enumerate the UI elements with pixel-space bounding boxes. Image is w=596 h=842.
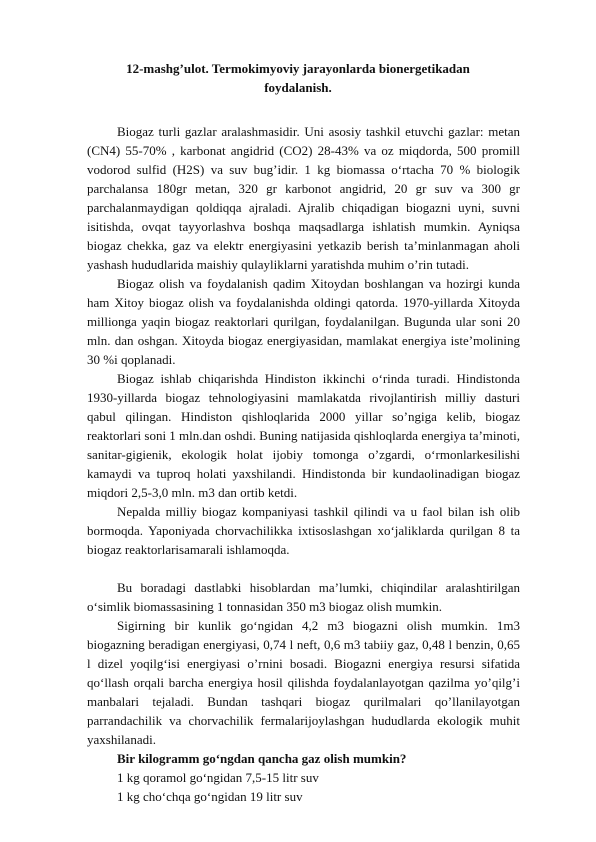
- paragraph-cow-manure: Sigirning bir kunlik go‘ngidan 4,2 m3 biogazni olish mumkin. 1m3 biogazning beradigan energiyasi, 0,74 l neft, 0,6 m3 tabiiy gaz, 0,48 l benzin, 0,65 l dizel yoqilg‘isi energiyasi o’rnini bosadi. Biogazni energiya resursi sifatida qo‘llash orqali barcha energiya hosil qilishda foydalanlayotgan qazilma yo’qilg’i manbalari tejaladi. Bundan tashqari biogaz qurilmalari qo’llanilayotgan parrandachilik va chorvachilik fermalarijoylashgan hududlarda ekologik muhit yaxshilanadi.: [87, 618, 520, 747]
- paragraph-spacer: [87, 559, 520, 578]
- paragraph-china: Biogaz olish va foydalanish qadim Xitoydan boshlangan va hozirgi kunda ham Xitoy biogaz olish va foydalanishda oldingi qatorda. 1970-yillarda Xitoyda millionga yaqin biogaz reaktorlari qurilgan, foydalanilgan. Bugunda ular soni 20 mln. dan oshgan. Xitoyda biogaz energiyasidan, mamlakat energiya iste’molining 30 %i qoplanadi.: [87, 276, 520, 367]
- paragraph-biogaz-composition: Biogaz turli gazlar aralashmasidir. Uni asosiy tashkil etuvchi gazlar: metan (CN4) 55-70% , karbonat angidrid (CO2) 28-43% va oz miqdorda, 500 promill vodorod sulfid (H2S) va suv bug’idir. 1 kg biomassa o‘rtacha 70 % biologik parchalansa 180gr metan, 320 gr karbonot angidrid, 20 gr suv va 300 gr parchalanmaydigan qoldiqqa ajraladi. Ajralib chiqadigan biogazni uyni, suvni isitishda, ovqat tayyorlashva boshqa maqsadlarga ishlatish mumkin. Ayniqsa biogaz chekka, gaz va elektr energiyasini yetkazib berish ta’minlanmagan aholi yashash hududlarida maishiy qulayliklarni yaratishda muhim o’rin tutadi.: [87, 124, 520, 272]
- document-body: [87, 122, 520, 806]
- answer-line-pig: 1 kg cho‘chqa go‘ngidan 19 litr suv: [117, 789, 303, 804]
- title-line-1: 12-mashg’ulot. Termokimyoviy jarayonlarda bionergetikadan: [126, 61, 470, 76]
- paragraph-india: Biogaz ishlab chiqarishda Hindiston ikkinchi o‘rinda turadi. Hindistonda 1930-yillarda biogaz tehnologiyasini mamlakatda rivojlantirish milliy dasturi qabul qilingan. Hindiston qishloqlarida 2000 yillar so’ngiga kelib, biogaz reaktorlari soni 1 mln.dan oshdi. Buning natijasida qishloqlarda energiya ta’minoti, sanitar-gigienik, ekologik holat ijobiy tomonga o’zgardi, o‘rmonlarkesilishi kamaydi va tuproq holati yaxshilandi. Hindistonda bir kundaolinadigan biogaz miqdori 2,5-3,0 mln. m3 dan ortib ketdi.: [87, 371, 521, 500]
- paragraph-calculations: Bu boradagi dastlabki hisoblardan ma’lumki, chiqindilar aralashtirilgan o‘simlik biomassasining 1 tonnasidan 350 m3 biogaz olish mumkin.: [87, 580, 520, 614]
- paragraph-nepal-japan: Nepalda milliy biogaz kompaniyasi tashkil qilindi va u faol bilan ish olib bormoqda. Yaponiyada chorvachilikka ixtisoslashgan xo‘jaliklarda qurilgan 8 ta biogaz reaktorlarisamarali ishlamoqda.: [87, 504, 520, 557]
- answer-line-cattle: 1 kg qoramol go‘ngidan 7,5-15 litr suv: [117, 770, 319, 785]
- page-title: [88, 59, 508, 97]
- title-line-2: foydalanish.: [264, 80, 332, 95]
- question-heading: Bir kilogramm go‘ngdan qancha gaz olish mumkin?: [117, 751, 407, 766]
